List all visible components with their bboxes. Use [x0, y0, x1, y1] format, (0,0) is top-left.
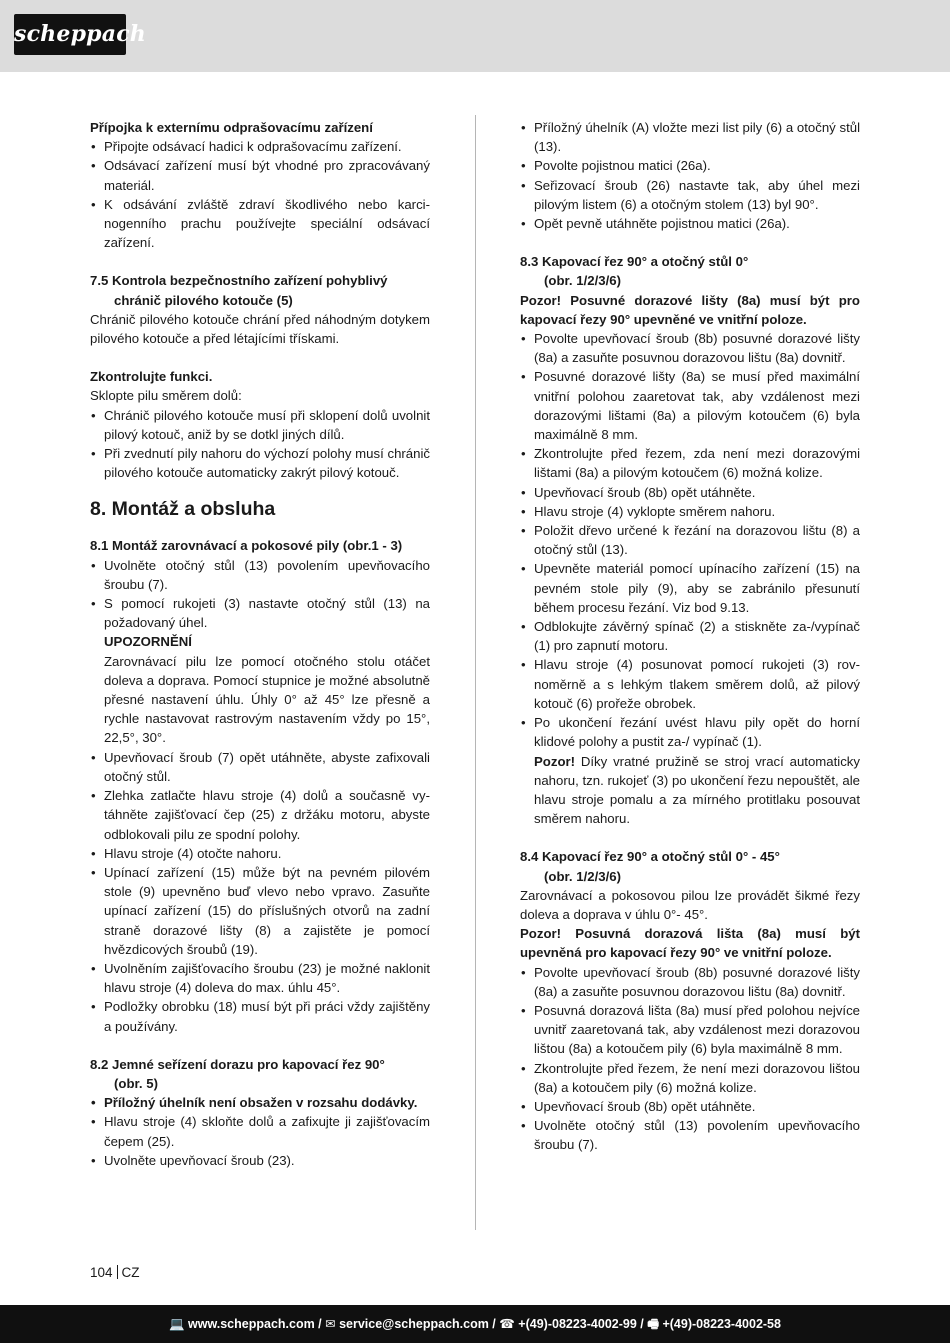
section-7-5-title-line1: 7.5 Kontrola bezpečnostního zařízení pohyblivý — [90, 273, 388, 289]
list-item-bold: • Příložný úhelník není obsažen v rozsahu dodávky. — [90, 1093, 430, 1112]
language-code: CZ — [121, 1265, 140, 1280]
list-item: • Seřizovací šroub (26) nastavte tak, aby úhel mezi pilovým listem (6) a otočným stolem (13) byl 90°. — [520, 176, 860, 214]
section-7-5-title — [90, 271, 430, 309]
list-item: • K odsávání zvláště zdraví škodlivého nebo karcinogenního prachu používejte speciální odsávací zařízení. — [90, 195, 430, 253]
list-item: • Příložný úhelník (A) vložte mezi list pily (6) a otočný stůl (13). — [520, 118, 860, 156]
section-8-2-title-line2: (obr. 5) — [114, 1075, 158, 1091]
section-8-4-title — [520, 847, 860, 885]
check-function-text: Sklopte pilu směrem dolů: — [90, 388, 242, 404]
list-item: • Povolte upevňovací šroub (8b) posuvné dorazové lišty (8a) a zasuňte posuvnou dorazovou lištu (8a) dovnitř. — [520, 329, 860, 367]
list-item: • Uvolněte otočný stůl (13) povolením upevňovacího šroubu (7). — [520, 1116, 860, 1154]
list-item: • Zkontrolujte před řezem, zda není mezi dorazovými lištami (8a) a pilovým kotoučem (6) možná kolize. — [520, 444, 860, 482]
section-8-1-list-a — [90, 556, 430, 633]
list-item: • Upevňovací šroub (8b) opět utáhněte. — [520, 1097, 860, 1116]
section-8-3-title — [520, 252, 860, 290]
list-item: • Odsávací zařízení musí být vhodné pro zpracovávaný materiál. — [90, 156, 430, 194]
list-item: • Povolte upevňovací šroub (8b) posuvné dorazové lišty (8a) a zasuňte posuvnou dorazovou lištu (8a) dovnitř. — [520, 963, 860, 1001]
check-function-title: Zkontrolujte funkci. — [90, 369, 213, 385]
list-item: • Hlavu stroje (4) posunovat pomocí rukojeti (3) rovnoměrně a s lehkým tlakem směrem dolů, až pilový kotouč (6) prořeže obrobek. — [520, 655, 860, 713]
list-item: • Uvolněním zajišťovacího šroubu (23) je možné naklonit hlavu stroje (4) doleva do max. úhlu 45°. — [90, 959, 430, 997]
note-label: UPOZORNĚNÍ — [104, 634, 192, 650]
note-text: Díky vratné pružině se stroj vrací automaticky nahoru, tzn. rukojeť (3) po ukončení řezu nepouštět, ale hlavu stroje pomalu a za mírného protitlaku posouvat směrem nahoru. — [534, 753, 860, 827]
list-item: • Uvolněte otočný stůl (13) povolením upevňovacího šroubu (7). — [90, 556, 430, 594]
section-8-4-title-line1: 8.4 Kapovací řez 90° a otočný stůl 0° - 45° — [520, 849, 780, 865]
note-text: Zarovnávací pilu lze pomocí otočného stolu otáčet doleva a doprava. Pomocí stupnice je možné absolutně přesné nastavení úhlu. Úhly 0° až 45° lze přesně a rychle nastavovat rastrovým nastavením vždy po 15°, 22,5°, 30°. — [104, 653, 430, 746]
list-item: • Hlavu stroje (4) vyklopte směrem nahoru. — [520, 502, 860, 521]
section-8-4-title-line2: (obr. 1/2/3/6) — [544, 868, 621, 884]
section-8-2-title — [90, 1055, 430, 1093]
section-8-4-text: Zarovnávací a pokosovou pilou lze provádět šikmé řezy doleva a doprava v úhlu 0°- 45°. — [520, 887, 860, 922]
page-number-value: 104 — [90, 1265, 113, 1280]
section-8-4-warning: Pozor! Posuvná dorazová lišta (8a) musí být upevněná pro kapovací řezy 90° ve vnitřní poloze. — [520, 926, 860, 961]
scheppach-logo: scheppach — [14, 14, 126, 55]
page-number-separator — [117, 1265, 118, 1279]
list-item: • Posuvné dorazové lišty (8a) se musí před maximální vnitřní polohou zaaretovat tak, aby vzdálenost mezi dorazovými lištami (8a) a pilovým kotoučem (6) byla maximálně 8 mm. — [520, 367, 860, 444]
list-item: • Upevněte materiál pomocí upínacího zařízení (15) na pevném stole pily (9), aby se zabránilo přesunutí během procesu řezání. Viz bod 9.13. — [520, 559, 860, 617]
section-8-title: 8. Montáž a obsluha — [90, 498, 276, 521]
page-number — [90, 1265, 140, 1280]
section-7-5-text: Chránič pilového kotouče chrání před náhodným dotykem pilového kotouče a před létajícími třískami. — [90, 311, 430, 347]
section-8-3-note — [520, 752, 860, 829]
section-8-3-title-line2: (obr. 1/2/3/6) — [544, 273, 621, 289]
note-label: Pozor! — [534, 753, 576, 769]
section-8-1-title: 8.1 Montáž zarovnávací a pokosové pily (obr.1 - 3) — [90, 538, 403, 554]
list-item: • Odblokujte závěrný spínač (2) a stiskněte za-/vypínač (1) pro zapnutí motoru. — [520, 617, 860, 655]
header-band — [0, 0, 950, 72]
section-8-1-list-b — [90, 748, 430, 1036]
section-8-3-warning: Pozor! Posuvné dorazové lišty (8a) musí být pro kapovací řezy 90° upevněné ve vnitřní poloze. — [520, 292, 860, 327]
list-item: • Hlavu stroje (4) otočte nahoru. — [90, 844, 430, 863]
section-8-3-title-line1: 8.3 Kapovací řez 90° a otočný stůl 0° — [520, 254, 749, 270]
list-item: • Zlehka zatlačte hlavu stroje (4) dolů a současně vytáhněte zajišťovací čep (25) z držáku motoru, abyste odblokovali pilu ze spodní polohy. — [90, 786, 430, 844]
section-8-2-title-line1: 8.2 Jemné seřízení dorazu pro kapovací řez 90° — [90, 1056, 385, 1072]
column-divider — [475, 115, 476, 1230]
section-8-3-list — [520, 329, 860, 751]
list-item: • Po ukončení řezání uvést hlavu pily opět do horní klidové polohy a pustit za-/ vypínač (1). — [520, 713, 860, 751]
list-item: • Podložky obrobku (18) musí být při práci vždy zajištěny a používány. — [90, 997, 430, 1035]
list-item: • Při zvednutí pily nahoru do výchozí polohy musí chránič pilového kotouče automaticky zakrýt pilový kotouč. — [90, 444, 430, 482]
section-8-2-continued-list — [520, 118, 860, 233]
section-8-4-list — [520, 963, 860, 1155]
footer-contact-line: 💻 www.scheppach.com / ✉ service@scheppach.com / ☎ +(49)-08223-4002-99 / 🖷 +(49)-08223-4002-58 — [169, 1317, 781, 1331]
list-item: • Opět pevně utáhněte pojistnou matici (26a). — [520, 214, 860, 233]
list-item: • Položit dřevo určené k řezání na dorazovou lištu (8) a otočný stůl (13). — [520, 521, 860, 559]
ext-extraction-list — [90, 137, 430, 252]
list-item: • Hlavu stroje (4) skloňte dolů a zafixujte ji zajišťovacím čepem (25). — [90, 1112, 430, 1150]
list-item: • Povolte pojistnou matici (26a). — [520, 156, 860, 175]
left-column — [90, 118, 430, 1170]
list-item: • Připojte odsávací hadici k odprašovacímu zařízení. — [90, 137, 430, 156]
list-item: • Posuvná dorazová lišta (8a) musí před polohou nejvíce uvnitř zaaretovaná tak, aby vzdálenost mezi dorazovou lištou (8a) a kotoučem pily (6) byla maximálně 8 mm. — [520, 1001, 860, 1059]
footer-band — [0, 1305, 950, 1343]
section-7-5-title-line2: chránič pilového kotouče (5) — [114, 292, 293, 308]
check-function-list — [90, 406, 430, 483]
list-item: • Upevňovací šroub (8b) opět utáhněte. — [520, 483, 860, 502]
list-item: • S pomocí rukojeti (3) nastavte otočný stůl (13) na požadovaný úhel. — [90, 594, 430, 632]
list-item: • Chránič pilového kotouče musí při sklopení dolů uvolnit pilový kotouč, aniž by se dotkl jiných dílů. — [90, 406, 430, 444]
section-ext-extraction-title: Přípojka k externímu odprašovacímu zařízení — [90, 120, 373, 135]
list-item: • Zkontrolujte před řezem, že není mezi dorazovou lištou (8a) a kotoučem pily (6) možná kolize. — [520, 1059, 860, 1097]
list-item: • Uvolněte upevňovací šroub (23). — [90, 1151, 430, 1170]
list-item: • Upevňovací šroub (7) opět utáhněte, abyste zafixovali otočný stůl. — [90, 748, 430, 786]
right-column — [520, 118, 860, 1155]
section-8-2-list — [90, 1093, 430, 1170]
list-item: • Upínací zařízení (15) může být na pevném pilovém stole (9) upevněno buď vlevo nebo vpravo. Zasuňte upínací zařízení (15) do příslušných otvorů na zadní straně dorazové lišty (8) a zajistěte je pomocí hvězdicových šroubů (19). — [90, 863, 430, 959]
